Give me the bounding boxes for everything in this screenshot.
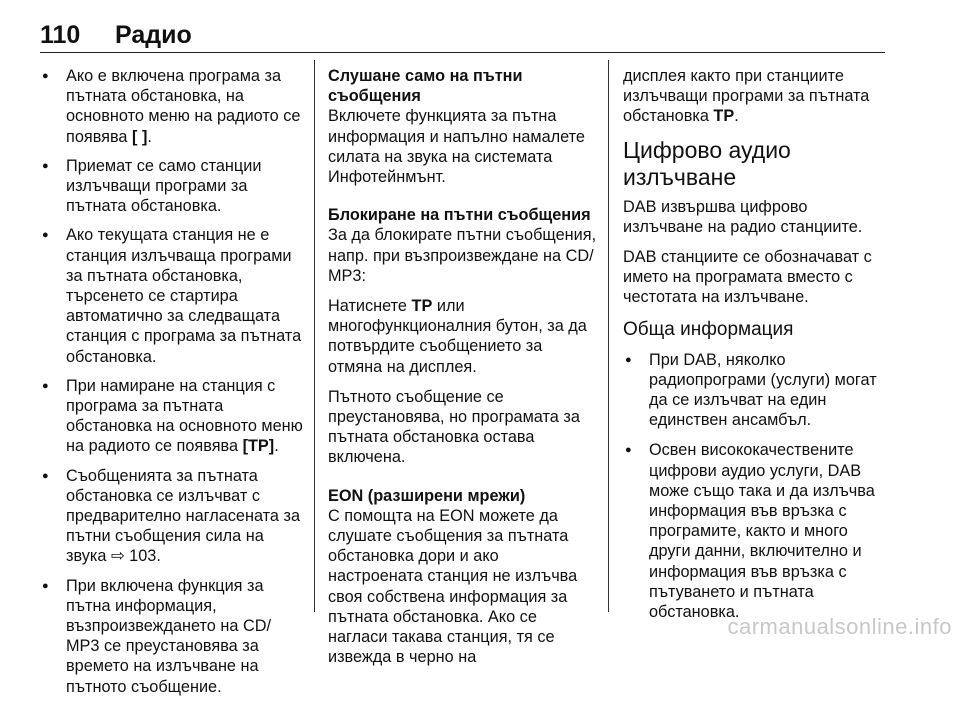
page-reference-icon: ⇨ (110, 547, 125, 566)
paragraph: DAB извършва цифрово излъчване на радио станциите. (623, 197, 863, 236)
page-number: 110 (40, 21, 81, 49)
list-item: ● Приемат се само станции излъчващи програми за пътната обстановка. (40, 156, 303, 217)
list-item: ● При DAB, няколко радиопрограми (услуги) могат да се излъчват на един единствен ансамбъл. (623, 350, 888, 431)
column-1 (40, 66, 303, 706)
paragraph: DAB станциите се обозначават с името на програмата вместо с честотата на излъчване. (623, 248, 872, 307)
column-2 (328, 66, 598, 677)
list-item: ● Ако текущата станция не е станция излъчваща програми за пътната обстановка, търсенето се стартира автоматично за следващата станция с програма за пътната обстановка. (40, 225, 303, 366)
paragraph: За да блокирате пътни съобщения, напр. при възпроизвеждане на CD/ MP3: (328, 226, 597, 285)
paragraph: С помощта на EON можете да слушате съобщения за пътната обстановка дори и ако настроената станция не излъчва своя собствена информация за пътната обстановка. Ако се нагласи такава станция, тя се извежда в черно на (328, 506, 578, 667)
column-divider-2 (608, 60, 609, 612)
list-item: ● Ако е включена програма за пътната обстановка, на основното меню на радиото се появява [ ]. (40, 66, 303, 147)
subsection-title: Обща информация (623, 318, 794, 340)
column-divider-1 (314, 60, 315, 612)
list-item: ● При намиране на станция с програма за пътната обстановка на основното меню на радиото се появява [TP]. (40, 376, 303, 457)
section-heading: Блокиране на пътни съобщения (328, 206, 591, 225)
tp-bullet-list (40, 66, 303, 697)
page-reference: 103. (129, 547, 161, 566)
dab-bullet-list (623, 350, 888, 623)
section-title: Цифрово аудио излъчване (623, 136, 791, 190)
list-item: ● При включена функция за пътна информация, възпроизвеждането на CD/ MP3 се преустановява за времето на излъчване на пътното съобщение. (40, 576, 303, 697)
list-item: ● Съобщенията за пътната обстановка се излъчват с предварително нагласената за пътни съобщения сила на звука ⇨ 103. (40, 466, 303, 567)
watermark: carmanualsonline.info (727, 614, 952, 639)
section-heading: Слушане само на пътни съобщения (328, 67, 523, 106)
chapter-title: Радио (115, 21, 192, 49)
paragraph: Пътното съобщение се преустановява, но програмата за пътната обстановка остава включена. (328, 387, 580, 467)
paragraph: Включете функцията за пътна информация и напълно намалете силата на звука на системата Инфотейнмънт. (328, 107, 585, 187)
column-3 (623, 66, 888, 632)
paragraph: Натиснете TP или многофункционалния бутон, за да потвърдите съобщението за отмяна на дисплея. (328, 297, 587, 376)
list-item: ● Освен висококачествените цифрови аудио услуги, DAB може също така и да излъчва информация във връзка с програмите, както и много други данни, включително и информация във връзка с пътуването и пътната обстановка. (623, 440, 888, 622)
paragraph: дисплея както при станциите излъчващи програми за пътната обстановка TP. (623, 67, 870, 126)
page-header (40, 22, 885, 53)
section-heading: EON (разширени мрежи) (328, 486, 526, 505)
